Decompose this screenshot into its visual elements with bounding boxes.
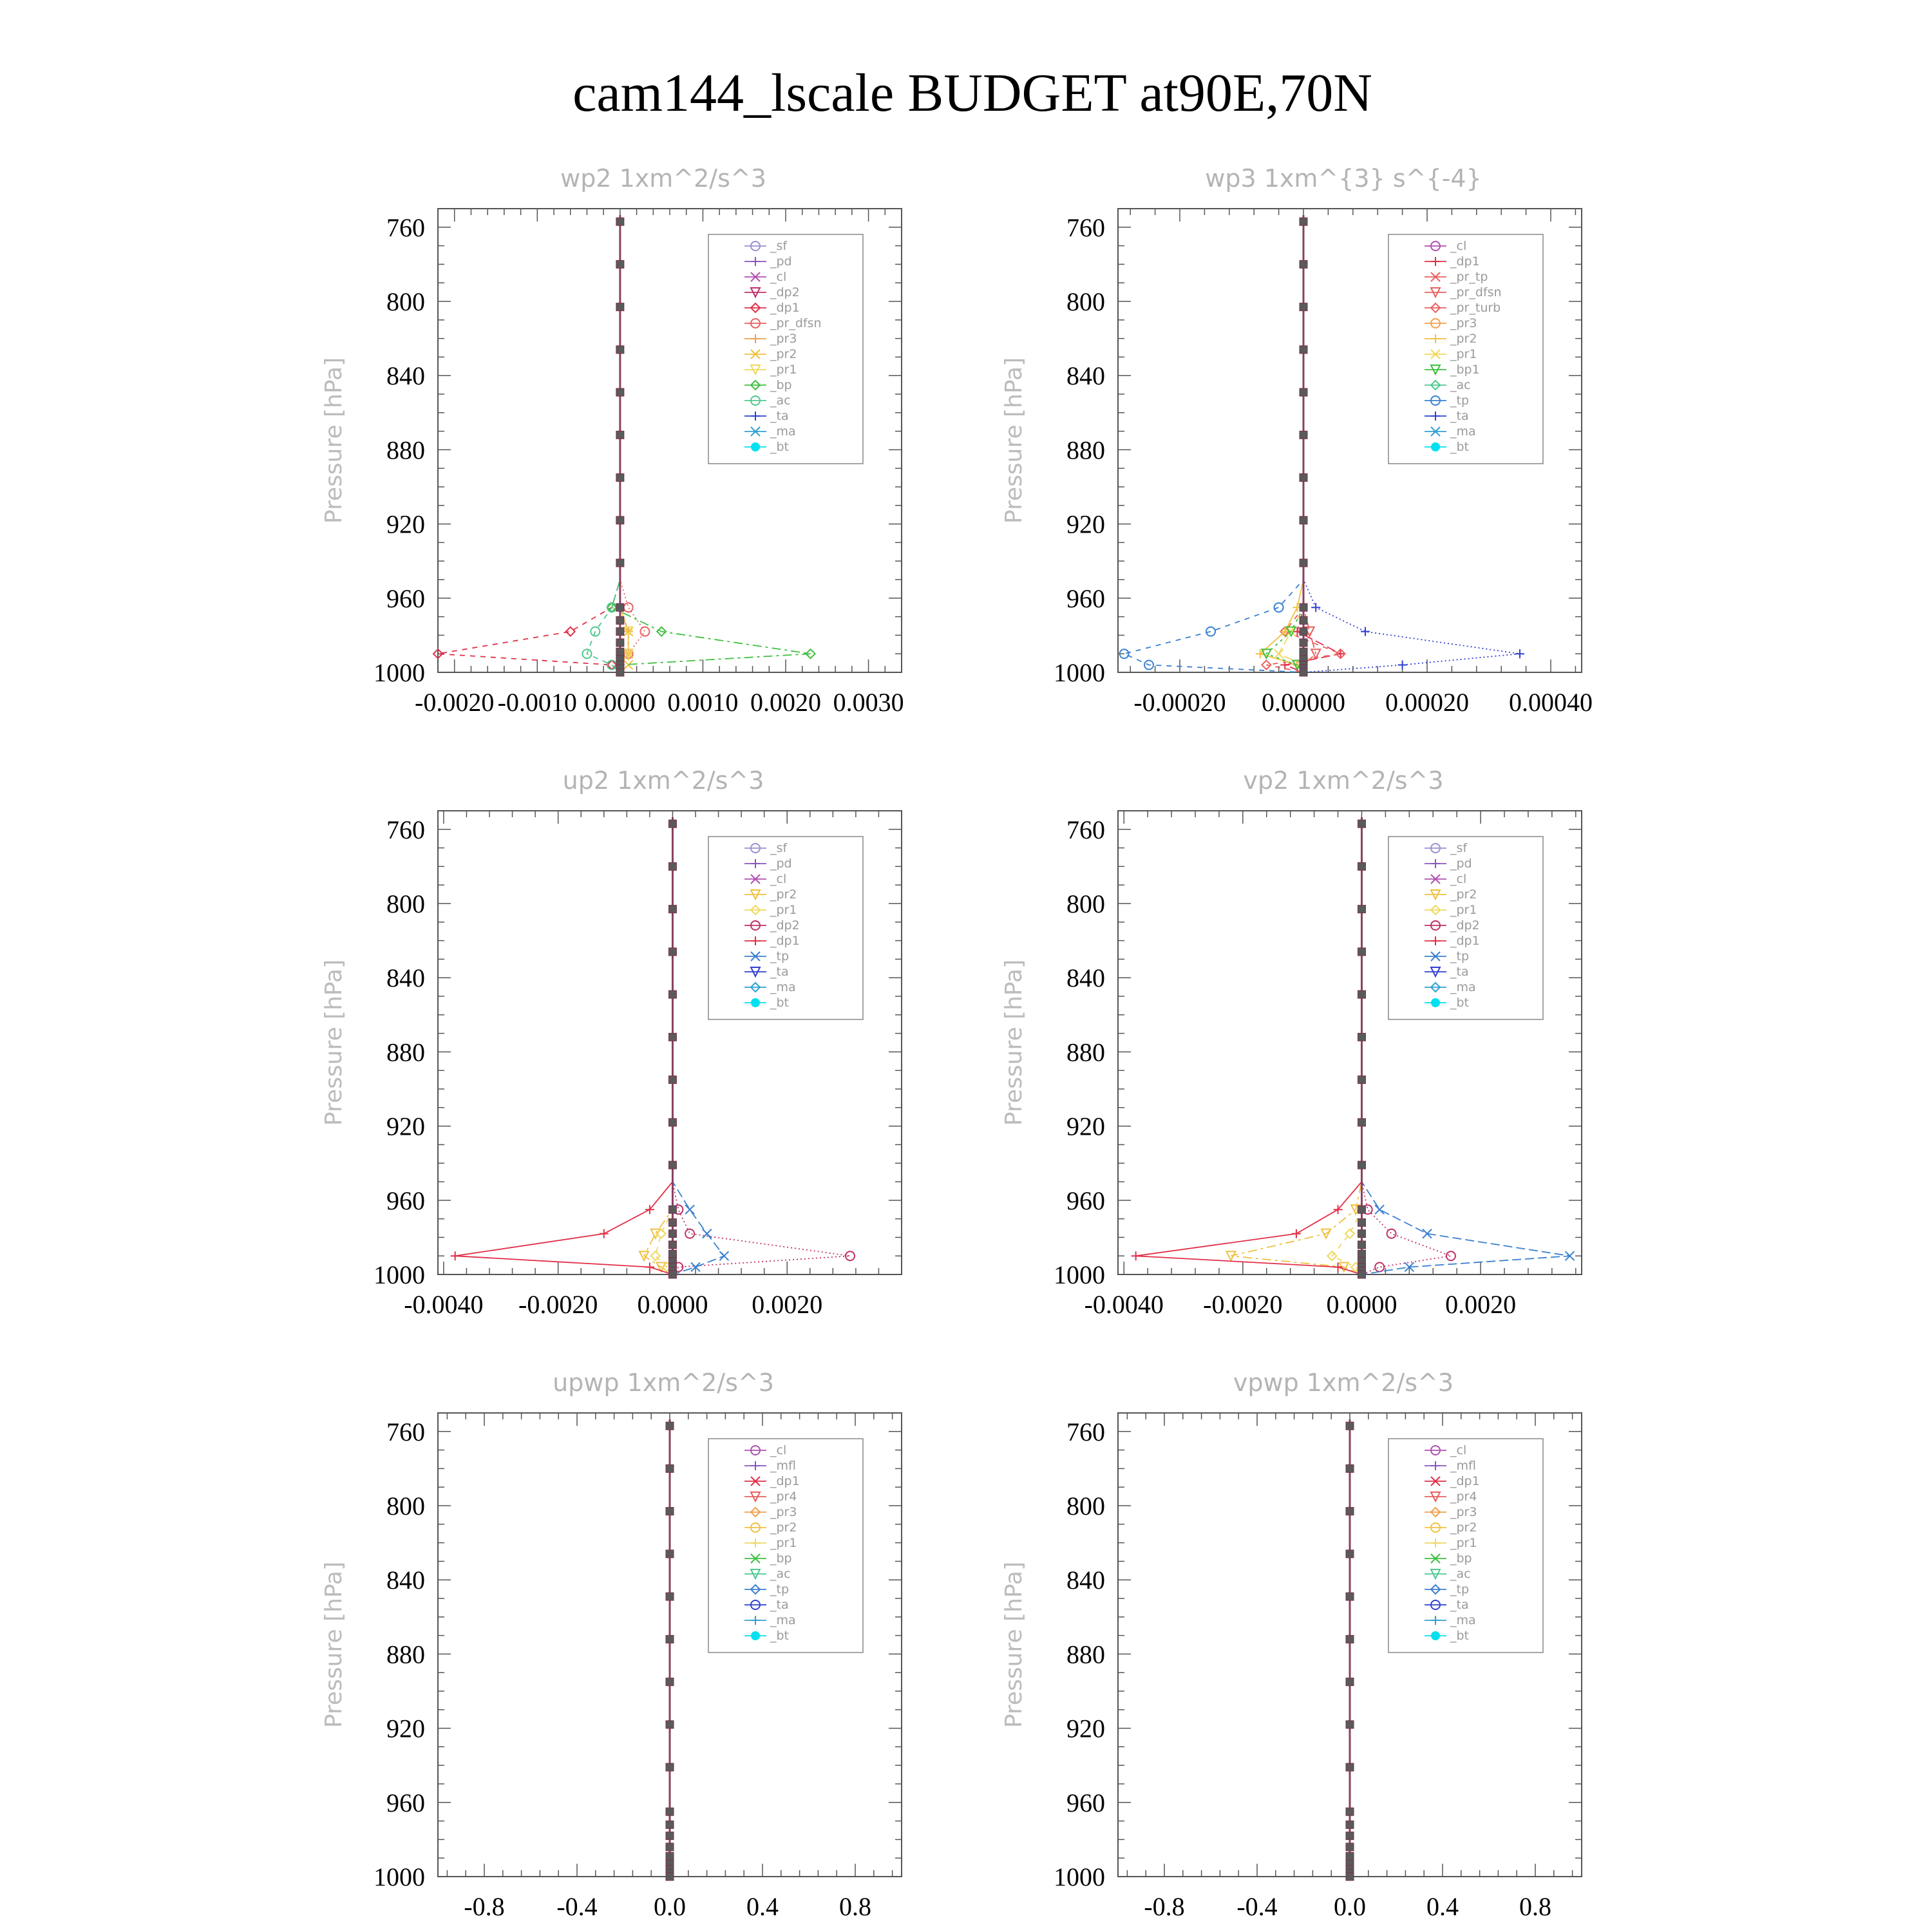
legend-marker — [751, 1631, 760, 1640]
legend-label: _bt — [1450, 440, 1470, 454]
legend-label: _pr4 — [770, 1490, 797, 1504]
x-tick-label: -0.0020 — [518, 1290, 598, 1319]
series-line-dp1 — [455, 817, 673, 1274]
legend-label: _pr2 — [1450, 332, 1477, 346]
zero-profile-marker — [666, 1464, 674, 1472]
x-tick-label: 0.0030 — [833, 688, 904, 717]
series-line-pr2 — [1231, 817, 1361, 1274]
zero-profile-marker — [1300, 616, 1307, 624]
zero-profile-marker — [616, 648, 624, 656]
zero-profile-marker — [1300, 303, 1307, 311]
zero-profile-marker — [1358, 1218, 1365, 1226]
panel-1 — [321, 164, 904, 717]
zero-profile-marker — [616, 303, 624, 311]
legend-label: _ta — [770, 1598, 789, 1612]
y-tick-label: 760 — [1066, 213, 1105, 242]
legend-label: _sf — [770, 841, 788, 855]
zero-profile-marker — [1346, 1821, 1354, 1828]
zero-profile-marker — [616, 616, 624, 624]
legend-label: _ma — [770, 980, 796, 994]
y-tick-label: 800 — [386, 1492, 425, 1520]
zero-profile-marker — [1358, 1161, 1365, 1169]
y-tick-label: 760 — [1066, 1417, 1105, 1446]
zero-profile-marker — [666, 1422, 674, 1430]
series-point-tp — [719, 1251, 728, 1260]
y-tick-label: 920 — [386, 1112, 425, 1141]
zero-profile-marker — [1358, 1076, 1365, 1084]
x-tick-label: 0.00000 — [1262, 688, 1345, 717]
y-axis-label: Pressure [hPa] — [1001, 357, 1027, 524]
legend-label: _pr1 — [770, 1536, 797, 1550]
panel-title: wp2 1xm^2/s^3 — [560, 164, 766, 193]
legend-label: _dp1 — [770, 301, 800, 315]
zero-profile-marker — [1358, 1250, 1365, 1258]
y-tick-label: 920 — [386, 509, 425, 539]
zero-profile-marker — [1300, 639, 1307, 647]
x-tick-label: -0.0020 — [415, 688, 495, 717]
y-axis-label: Pressure [hPa] — [1001, 959, 1027, 1126]
legend-label: _pr_dfsn — [1450, 285, 1502, 299]
zero-profile-marker — [666, 1821, 674, 1828]
zero-profile-marker — [1300, 431, 1307, 439]
y-tick-label: 800 — [1066, 889, 1105, 918]
series-point-dp2 — [1375, 1262, 1384, 1271]
panel-5 — [321, 1368, 902, 1921]
zero-profile-marker — [1300, 260, 1307, 268]
legend-marker — [1431, 442, 1440, 451]
x-tick-label: 0.0020 — [1445, 1290, 1517, 1319]
legend-label: _ma — [770, 1613, 796, 1627]
zero-profile-marker — [666, 1832, 674, 1840]
zero-profile-marker — [1346, 1808, 1354, 1815]
zero-profile-marker — [1358, 1119, 1365, 1126]
series-point-dp1 — [451, 1251, 460, 1260]
zero-profile-marker — [1346, 1550, 1354, 1558]
series-point-tp — [703, 1229, 712, 1238]
zero-profile-marker — [1346, 1593, 1354, 1600]
zero-profile-marker — [1358, 948, 1365, 956]
x-tick-label: 0.0020 — [750, 688, 821, 717]
zero-profile-marker — [1346, 1635, 1354, 1643]
series-point-tp — [1375, 1205, 1384, 1214]
zero-profile-marker — [668, 862, 676, 870]
zero-profile-marker — [668, 1161, 676, 1169]
x-tick-label: -0.8 — [1144, 1892, 1185, 1921]
zero-profile-marker — [1300, 628, 1307, 636]
zero-profile-marker — [668, 1241, 676, 1249]
zero-profile-marker — [616, 603, 624, 611]
legend-label: _bp — [770, 378, 792, 392]
zero-profile-marker — [668, 1206, 676, 1213]
y-tick-label: 960 — [386, 583, 425, 613]
legend-label: _pd — [770, 857, 792, 871]
y-tick-label: 960 — [1066, 1788, 1105, 1817]
panel-title: vpwp 1xm^2/s^3 — [1233, 1368, 1454, 1397]
x-tick-label: 0.0000 — [637, 1290, 708, 1319]
x-tick-label: 0.0020 — [752, 1290, 823, 1319]
legend-marker — [1431, 998, 1440, 1007]
legend-label: _pr2 — [770, 887, 797, 902]
zero-profile-marker — [1358, 905, 1365, 913]
legend-marker — [1431, 1631, 1440, 1640]
y-tick-label: 920 — [1066, 1112, 1105, 1141]
zero-profile-marker — [1346, 1763, 1354, 1771]
zero-profile-marker — [668, 990, 676, 998]
y-tick-label: 880 — [386, 1037, 425, 1067]
legend-label: _tp — [770, 949, 790, 963]
y-axis-label: Pressure [hPa] — [321, 1561, 347, 1728]
zero-profile-marker — [666, 1763, 674, 1771]
legend-label: _mfl — [1450, 1459, 1476, 1473]
zero-profile-marker — [1300, 603, 1307, 611]
legend-label: _pr3 — [1450, 1505, 1477, 1519]
series-point-tp — [1274, 603, 1283, 612]
legend-label: _cl — [770, 1443, 787, 1457]
y-tick-label: 800 — [1066, 1492, 1105, 1520]
legend-label: _sf — [770, 239, 788, 253]
x-tick-label: 0.0000 — [1326, 1290, 1397, 1319]
legend-label: _pd — [770, 254, 792, 269]
zero-profile-marker — [668, 1250, 676, 1258]
y-tick-label: 800 — [1066, 287, 1105, 316]
zero-profile-marker — [616, 559, 624, 567]
series-point-pr-dfsn — [624, 603, 633, 612]
zero-profile-marker — [1346, 1678, 1354, 1686]
y-tick-label: 1000 — [374, 1862, 425, 1891]
legend-label: _ma — [1450, 424, 1476, 439]
y-axis-label: Pressure [hPa] — [321, 959, 347, 1126]
y-tick-label: 1000 — [1054, 1260, 1105, 1289]
legend-label: _bt — [770, 440, 790, 454]
panel-title: wp3 1xm^{3} s^{-4} — [1205, 164, 1482, 193]
legend-label: _cl — [1450, 239, 1467, 253]
x-tick-label: 0.4 — [1426, 1892, 1459, 1921]
series-point-tp — [1206, 627, 1215, 636]
legend-label: _pr1 — [770, 903, 797, 917]
legend-label: _ta — [1450, 409, 1469, 423]
zero-profile-marker — [1346, 1852, 1354, 1860]
figure-title: cam144_lscale BUDGET at90E,70N — [573, 63, 1372, 123]
zero-profile-marker — [1358, 1033, 1365, 1041]
y-tick-label: 1000 — [374, 1260, 425, 1289]
zero-profile-marker — [616, 474, 624, 482]
zero-profile-marker — [616, 218, 624, 225]
x-tick-label: -0.0040 — [404, 1290, 484, 1319]
legend-label: _bp — [770, 1551, 792, 1566]
zero-profile-marker — [616, 346, 624, 354]
zero-profile-marker — [616, 668, 624, 676]
panel-4 — [1001, 766, 1582, 1319]
legend-label: _sf — [1450, 841, 1468, 855]
y-axis-label: Pressure [hPa] — [1001, 1561, 1027, 1728]
zero-profile-marker — [666, 1593, 674, 1600]
y-tick-label: 880 — [1066, 1640, 1105, 1669]
x-tick-label: 0.0010 — [667, 688, 739, 717]
zero-profile-marker — [666, 1678, 674, 1686]
legend-marker — [751, 442, 760, 451]
legend-label: _ma — [1450, 980, 1476, 994]
zero-profile-marker — [616, 639, 624, 647]
y-tick-label: 760 — [386, 213, 425, 242]
legend-label: _pr2 — [1450, 887, 1477, 902]
legend-label: _bt — [1450, 1629, 1470, 1643]
y-tick-label: 840 — [386, 361, 425, 391]
y-tick-label: 880 — [1066, 435, 1105, 465]
zero-profile-marker — [1300, 388, 1307, 396]
x-tick-label: 0.8 — [1519, 1892, 1551, 1921]
panel-title: vp2 1xm^2/s^3 — [1243, 766, 1444, 795]
y-tick-label: 880 — [1066, 1037, 1105, 1067]
zero-profile-marker — [666, 1873, 674, 1880]
zero-profile-marker — [1346, 1832, 1354, 1840]
zero-profile-marker — [1300, 516, 1307, 524]
y-tick-label: 880 — [386, 1640, 425, 1669]
x-tick-label: 0.0000 — [584, 688, 656, 717]
series-point-dp1 — [1334, 1262, 1343, 1271]
legend-label: _dp2 — [770, 918, 800, 933]
legend-label: _pr_dfsn — [770, 316, 822, 330]
x-tick-label: -0.8 — [464, 1892, 505, 1921]
x-tick-label: -0.00020 — [1133, 688, 1226, 717]
legend-label: _tp — [770, 1582, 790, 1596]
y-tick-label: 840 — [386, 963, 425, 993]
zero-profile-marker — [668, 1218, 676, 1226]
legend-label: _pr2 — [1450, 1520, 1477, 1535]
y-tick-label: 840 — [1066, 361, 1105, 391]
series-point-dp1 — [1132, 1251, 1141, 1260]
panel-6 — [1001, 1368, 1582, 1921]
legend-label: _dp2 — [770, 285, 800, 299]
zero-profile-marker — [668, 820, 676, 828]
legend-label: _pr_tp — [1450, 270, 1488, 284]
legend-label: _dp2 — [1450, 918, 1480, 933]
panel-title: up2 1xm^2/s^3 — [562, 766, 764, 795]
zero-profile-marker — [668, 1271, 676, 1278]
legend-label: _pr1 — [1450, 347, 1477, 361]
y-tick-label: 1000 — [1054, 658, 1105, 687]
zero-profile-marker — [1358, 990, 1365, 998]
zero-profile-marker — [666, 1635, 674, 1643]
zero-profile-marker — [1300, 218, 1307, 225]
legend-label: _dp1 — [1450, 1474, 1480, 1488]
y-axis-label: Pressure [hPa] — [321, 357, 347, 524]
panel-2 — [1001, 164, 1593, 717]
zero-profile-marker — [668, 905, 676, 913]
zero-profile-marker — [668, 1119, 676, 1126]
series-line-dp1 — [1285, 215, 1340, 672]
legend-label: _dp1 — [1450, 254, 1480, 269]
zero-profile-marker — [668, 1230, 676, 1238]
panel-title: upwp 1xm^2/s^3 — [553, 1368, 774, 1397]
x-tick-label: 0.0 — [654, 1892, 686, 1921]
legend-label: _pr3 — [770, 332, 797, 346]
series-point-ta — [1311, 603, 1320, 612]
legend-label: _tp — [1450, 1582, 1470, 1596]
y-tick-label: 920 — [1066, 1714, 1105, 1743]
legend-label: _ma — [770, 424, 796, 439]
legend-marker — [751, 998, 760, 1007]
series-point-pr2 — [624, 660, 633, 669]
y-tick-label: 960 — [386, 1788, 425, 1817]
zero-profile-marker — [666, 1508, 674, 1515]
x-tick-label: 0.8 — [839, 1892, 871, 1921]
x-tick-label: -0.4 — [556, 1892, 598, 1921]
panels — [321, 164, 1593, 1921]
zero-profile-marker — [616, 260, 624, 268]
y-tick-label: 840 — [386, 1566, 425, 1595]
zero-profile-marker — [668, 1033, 676, 1041]
y-tick-label: 840 — [1066, 963, 1105, 993]
legend-label: _dp1 — [770, 1474, 800, 1488]
legend-label: _ac — [1450, 1567, 1471, 1581]
zero-profile-marker — [1300, 648, 1307, 656]
series-line-pr2 — [644, 817, 672, 1274]
y-tick-label: 920 — [386, 1714, 425, 1743]
series-point-dp1 — [1292, 1229, 1301, 1238]
zero-profile-marker — [666, 1550, 674, 1558]
x-tick-label: 0.4 — [746, 1892, 779, 1921]
zero-profile-marker — [1300, 346, 1307, 354]
legend-label: _cl — [1450, 872, 1467, 886]
series-point-pr1 — [1274, 649, 1283, 658]
x-tick-label: 0.00020 — [1385, 688, 1469, 717]
zero-profile-marker — [666, 1808, 674, 1815]
legend-label: _tp — [1450, 949, 1470, 963]
zero-profile-marker — [616, 388, 624, 396]
legend-label: _ac — [770, 393, 791, 408]
y-tick-label: 960 — [1066, 583, 1105, 613]
legend-label: _ta — [1450, 1598, 1469, 1612]
legend-label: _cl — [770, 872, 787, 886]
zero-profile-marker — [1300, 559, 1307, 567]
zero-profile-marker — [1358, 1206, 1365, 1213]
zero-profile-marker — [616, 628, 624, 636]
legend-label: _tp — [1450, 393, 1470, 408]
legend-label: _ac — [770, 1567, 791, 1581]
y-tick-label: 920 — [1066, 509, 1105, 539]
zero-profile-marker — [1346, 1843, 1354, 1851]
zero-profile-marker — [666, 1721, 674, 1728]
zero-profile-marker — [1358, 862, 1365, 870]
series-point-dp2 — [1387, 1229, 1396, 1238]
series-point-dp2 — [1446, 1251, 1455, 1260]
legend-label: _ta — [770, 409, 789, 423]
series-point-ta — [1398, 660, 1407, 669]
series-point-ta — [1361, 627, 1370, 636]
series-line-pr1 — [1332, 817, 1361, 1274]
legend-label: _pr2 — [770, 1520, 797, 1535]
legend-label: _ma — [1450, 1613, 1476, 1627]
y-tick-label: 1000 — [1054, 1862, 1105, 1891]
legend-label: _pr4 — [1450, 1490, 1477, 1504]
legend-label: _pr1 — [1450, 903, 1477, 917]
y-tick-label: 800 — [386, 287, 425, 316]
x-tick-label: -0.4 — [1236, 1892, 1278, 1921]
zero-profile-marker — [668, 1076, 676, 1084]
zero-profile-marker — [1358, 820, 1365, 828]
legend-label: _dp1 — [1450, 934, 1480, 948]
y-tick-label: 760 — [386, 815, 425, 844]
x-tick-label: 0.00040 — [1509, 688, 1593, 717]
series-point-pr2 — [651, 1229, 660, 1238]
y-tick-label: 960 — [386, 1186, 425, 1215]
zero-profile-marker — [1358, 1241, 1365, 1249]
legend-label: _pr3 — [770, 1505, 797, 1519]
y-tick-label: 880 — [386, 435, 425, 465]
x-tick-label: -0.0020 — [1203, 1290, 1283, 1319]
y-tick-label: 840 — [1066, 1566, 1105, 1595]
zero-profile-marker — [1300, 474, 1307, 482]
series-point-tp — [685, 1205, 694, 1214]
legend-label: _mfl — [770, 1459, 796, 1473]
zero-profile-marker — [668, 948, 676, 956]
y-tick-label: 960 — [1066, 1186, 1105, 1215]
zero-profile-marker — [1346, 1721, 1354, 1728]
legend-label: _cl — [770, 270, 787, 284]
legend-label: _ac — [1450, 378, 1471, 392]
x-tick-label: -0.0040 — [1084, 1290, 1164, 1319]
legend-label: _bt — [770, 996, 790, 1010]
zero-profile-marker — [1346, 1873, 1354, 1880]
zero-profile-marker — [1300, 668, 1307, 676]
legend-label: _ta — [1450, 965, 1469, 979]
zero-profile-marker — [1346, 1422, 1354, 1430]
y-tick-label: 800 — [386, 889, 425, 918]
zero-profile-marker — [1346, 1508, 1354, 1515]
legend-label: _pr2 — [770, 347, 797, 361]
legend-label: _pd — [1450, 857, 1472, 871]
series-point-ta — [1515, 649, 1524, 658]
legend-label: _cl — [1450, 1443, 1467, 1457]
legend-label: _bp — [1450, 1551, 1472, 1566]
zero-profile-marker — [666, 1852, 674, 1860]
series-point-dp1 — [645, 1262, 654, 1271]
series-point-dp2 — [685, 1229, 694, 1238]
y-tick-label: 760 — [386, 1417, 425, 1446]
zero-profile-marker — [1346, 1464, 1354, 1472]
legend-label: _pr1 — [770, 363, 797, 377]
series-point-dp1 — [600, 1229, 609, 1238]
zero-profile-marker — [666, 1843, 674, 1851]
y-tick-label: 1000 — [374, 658, 425, 687]
legend-label: _dp1 — [770, 934, 800, 948]
series-line-dp1 — [1136, 817, 1362, 1274]
legend-label: _ta — [770, 965, 789, 979]
zero-profile-marker — [616, 431, 624, 439]
x-tick-label: -0.0010 — [497, 688, 577, 717]
zero-profile-marker — [616, 516, 624, 524]
legend-label: _bt — [770, 1629, 790, 1643]
legend-label: _bt — [1450, 996, 1470, 1010]
x-tick-label: 0.0 — [1334, 1892, 1366, 1921]
zero-profile-marker — [1358, 1271, 1365, 1278]
legend-label: _pr_turb — [1450, 301, 1501, 315]
y-tick-label: 760 — [1066, 815, 1105, 844]
series-point-pr-dfsn — [640, 627, 649, 636]
panel-3 — [321, 766, 902, 1319]
legend-label: _bp1 — [1450, 363, 1480, 377]
series-line-dp1 — [438, 215, 620, 672]
legend-label: _pr3 — [1450, 316, 1477, 330]
legend-label: _pr1 — [1450, 1536, 1477, 1550]
zero-profile-marker — [1358, 1230, 1365, 1238]
